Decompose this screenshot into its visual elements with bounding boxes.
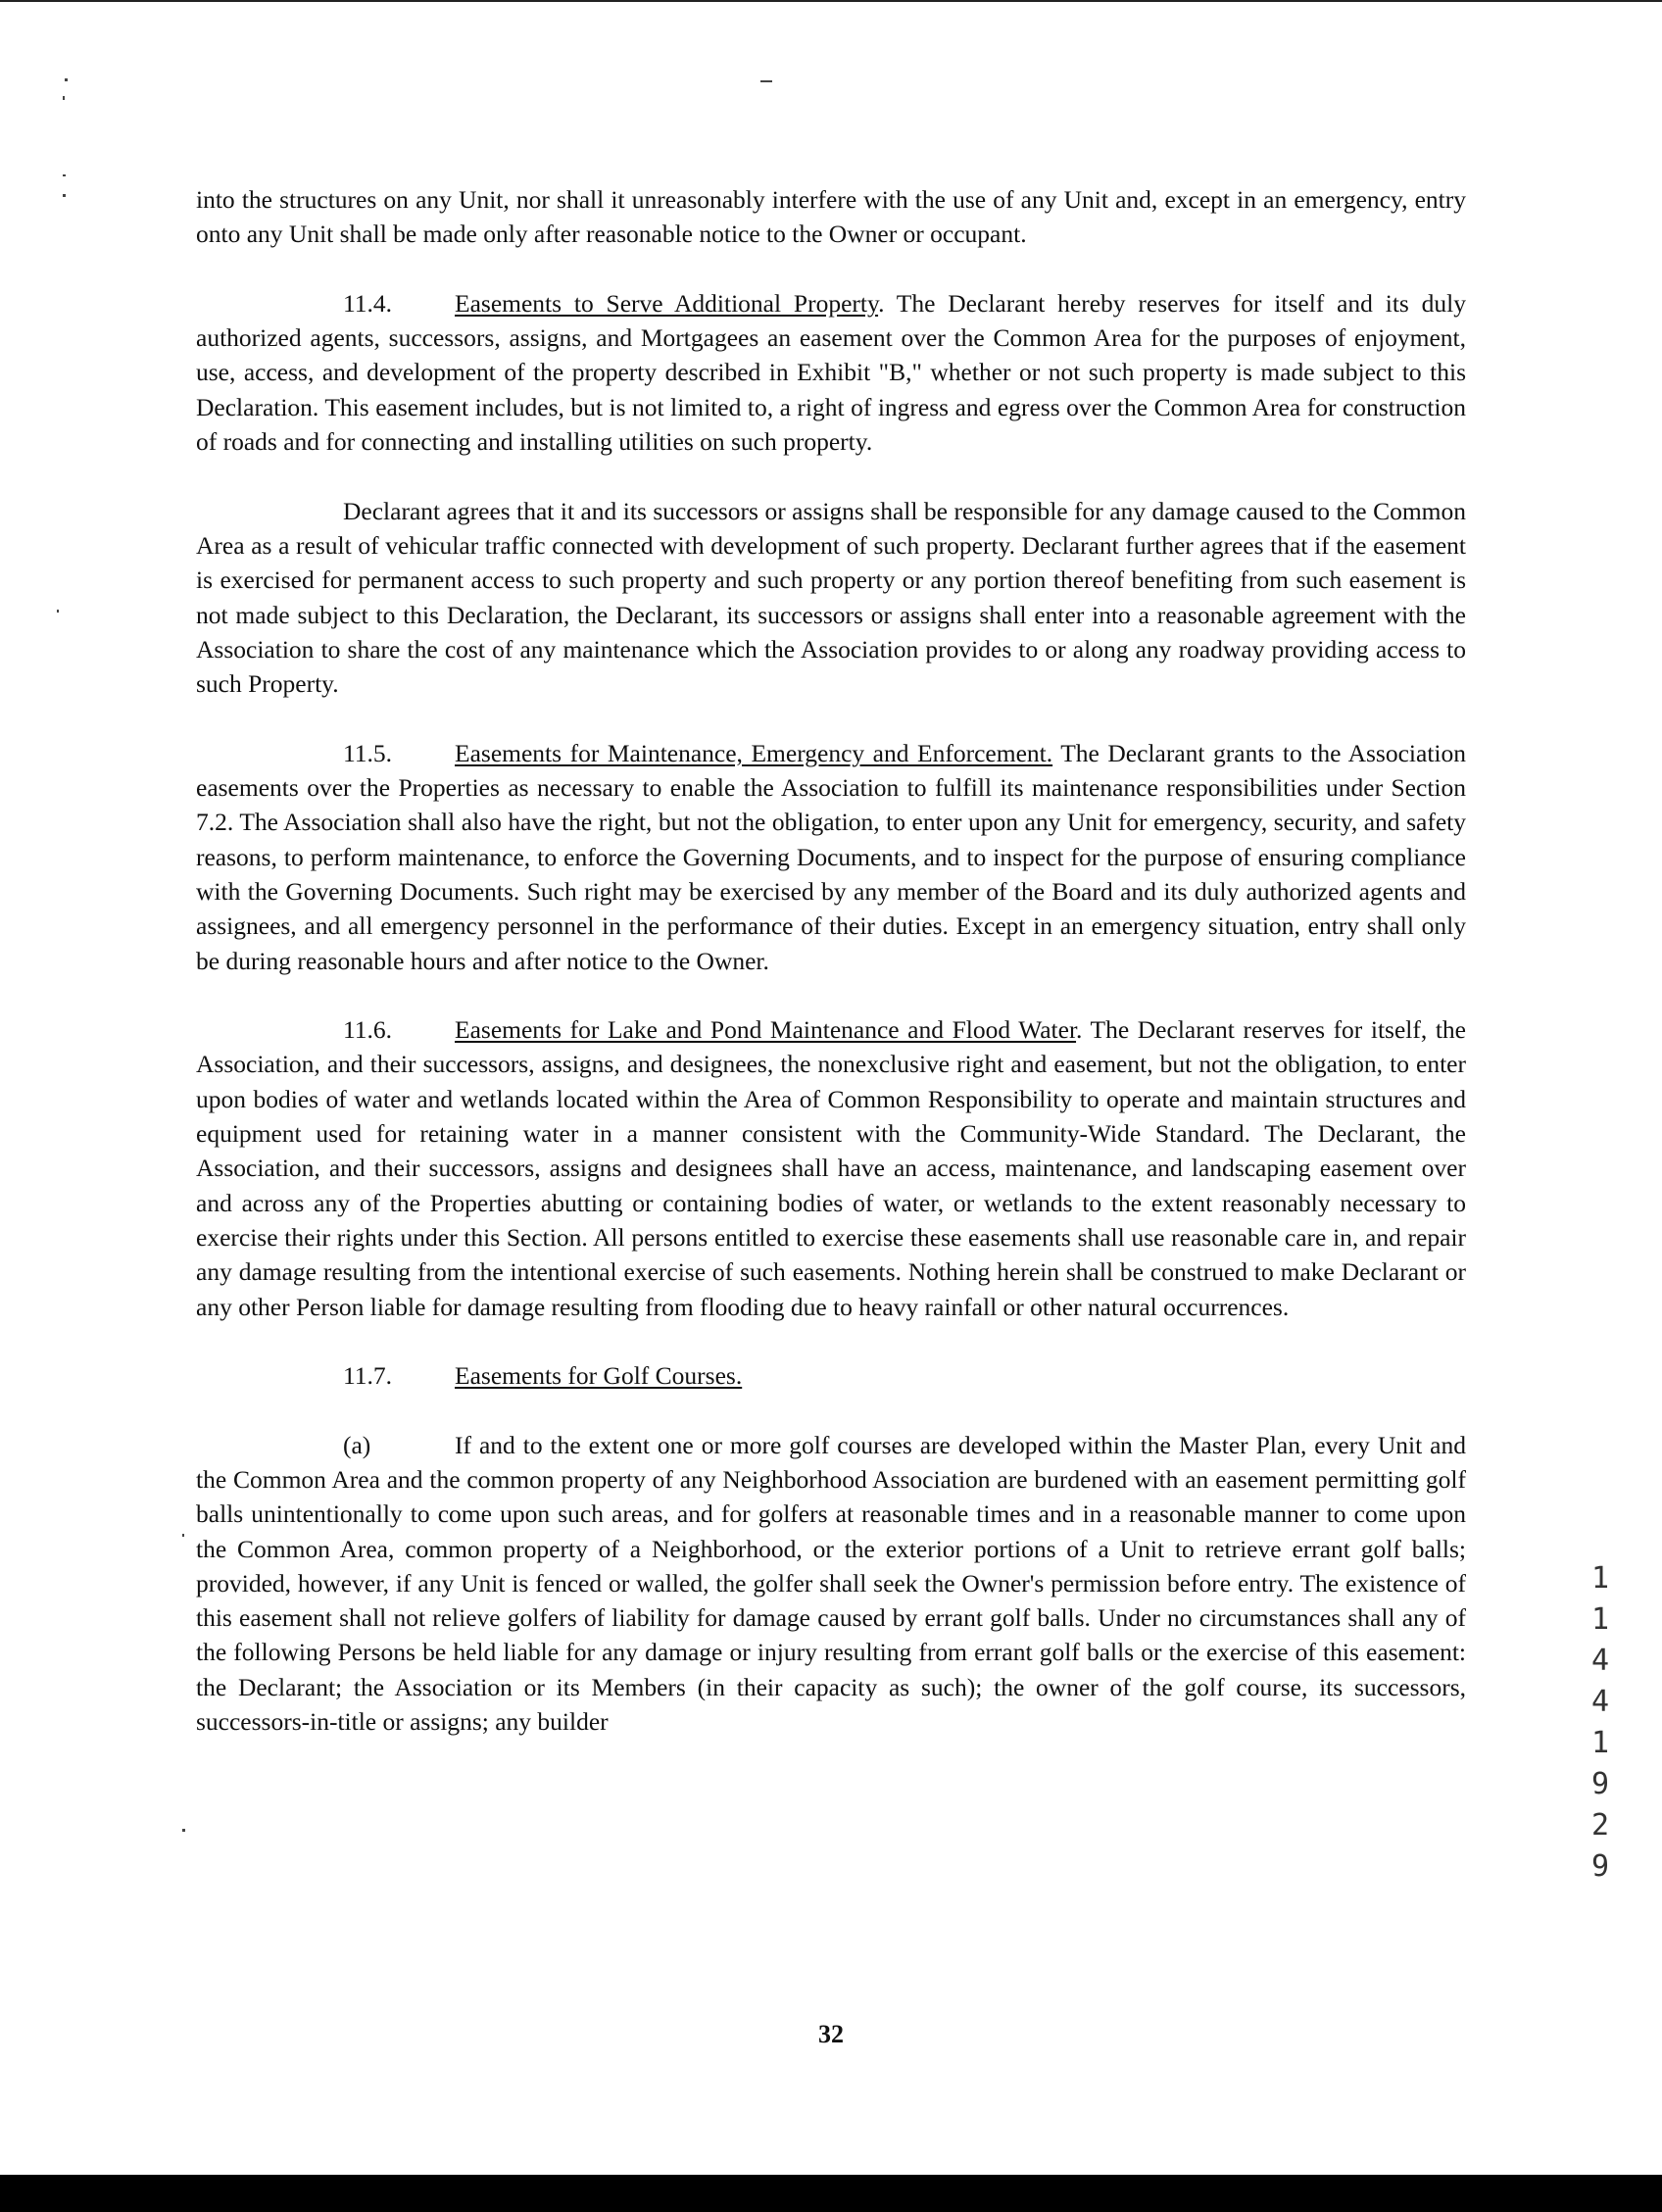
document-body: [196, 182, 1466, 1739]
scan-speck: [63, 194, 66, 197]
section-11-4: [196, 286, 1466, 459]
scan-speck: [63, 96, 65, 100]
section-number: 11.4.: [343, 288, 393, 318]
margin-stamp: 1144 1929: [1590, 1561, 1610, 1884]
page-number: 32: [818, 2020, 844, 2048]
paragraph-text: . The Declarant reserves for itself, the Association, and their successors, assigns, and designees, the nonexclusive right and easement, but not the obligation, to enter upon bodies of water and wetlands located within the Area of Common Responsibility to operate and maintain structures and equipment used for retaining water in a manner consistent with the Community-Wide Standard. The Declarant, the Association, and their successors, assigns and designees shall have an access, maintenance, and landscaping easement over and across any of the Properties abutting or containing bodies of water, or wetlands to the extent reasonably necessary to exercise their rights under this Section. All persons entitled to exercise these easements shall use reasonable care in, and repair any damage resulting from the intentional exercise of such easements. Nothing herein shall be construed to make Declarant or any other Person liable for damage resulting from flooding due to heavy rainfall or other natural occurrences.: [196, 1015, 1466, 1321]
subsection-number: (a): [343, 1430, 371, 1459]
paragraph-continuation: [196, 182, 1466, 252]
section-11-7: [196, 1358, 1466, 1393]
section-number: 11.7.: [343, 1361, 393, 1391]
paragraph-text: . The Declarant hereby reserves for itself and its duly authorized agents, successors, assigns, and Mortgagees an easement over the Common Area for the purposes of enjoyment, use, access, and development of the property described in Exhibit "B," whether or not such property is made subject to this Declaration. This easement includes, but is not limited to, a right of ingress and egress over the Common Area for construction of roads and for connecting and installing utilities on such property.: [196, 288, 1466, 457]
scan-speck: [760, 80, 772, 82]
section-number: 11.5.: [343, 738, 393, 767]
paragraph-text: If and to the extent one or more golf courses are developed within the Master Plan, every Unit and the Common Area and the common property of any Neighborhood Association are burdened with an easement permitting golf balls unintentionally to come upon such areas, and for golfers at reasonable times and in a reasonable manner to come upon the Common Area, common property of a Neighborhood, or the exterior portions of a Unit to retrieve errant golf balls; provided, however, if any Unit is fenced or walled, the golfer shall seek the Owner's permission before entry. The existence of this easement shall not relieve golfers of liability for damage caused by errant golf balls. Under no circumstances shall any of the following Persons be held liable for any damage or injury resulting from errant golf balls or the exercise of this easement: the Declarant; the Association or its Members (in their capacity as such); the owner of the golf course, its successors, successors-in-title or assigns; any builder: [196, 1430, 1466, 1737]
section-heading: Easements to Serve Additional Property: [455, 288, 879, 318]
scan-speck: [65, 78, 68, 81]
subsection-a: [196, 1428, 1466, 1740]
paragraph-text: The Declarant grants to the Association easements over the Properties as necessary to enable the Association to fulfill its maintenance responsibilities under Section 7.2. The Association shall also have the right, but not the obligation, to enter upon any Unit for emergency, security, and safety reasons, to perform maintenance, to enforce the Governing Documents, and to inspect for the purpose of ensuring compliance with the Governing Documents. Such right may be exercised by any member of the Board and its duly authorized agents and assignees, and all emergency personnel in the performance of their duties. Except in an emergency situation, entry shall only be during reasonable hours and after notice to the Owner.: [196, 738, 1466, 975]
scan-speck: [57, 610, 59, 613]
bottom-scan-band: [0, 2175, 1662, 2212]
section-number: 11.6.: [343, 1015, 393, 1045]
section-heading: Easements for Golf Courses.: [455, 1361, 743, 1391]
paragraph-declarant-agrees: [196, 494, 1466, 702]
section-heading: Easements for Lake and Pond Maintenance and Flood Water: [455, 1015, 1077, 1045]
section-11-6: [196, 1012, 1466, 1324]
section-heading: Easements for Maintenance, Emergency and Enforcement.: [455, 738, 1053, 767]
top-border: [0, 0, 1662, 2]
paragraph-text: Declarant agrees that it and its successors or assigns shall be responsible for any damage caused to the Common Area as a result of vehicular traffic connected with development of such property. Declarant further agrees that if the easement is exercised for permanent access to such property and such property or any portion thereof benefiting from such easement is not made subject to this Declaration, the Declarant, its successors or assigns shall enter into a reasonable agreement with the Association to share the cost of any maintenance which the Association provides to or along any roadway providing access to such Property.: [196, 496, 1466, 699]
scan-speck: [182, 1829, 185, 1832]
scan-speck: [63, 174, 66, 176]
section-11-5: [196, 736, 1466, 978]
scan-speck: [182, 1534, 184, 1537]
paragraph-text: into the structures on any Unit, nor shall it unreasonably interfere with the use of any Unit and, except in an emergency, entry onto any Unit shall be made only after reasonable notice to the Owner or occupant.: [196, 185, 1466, 249]
